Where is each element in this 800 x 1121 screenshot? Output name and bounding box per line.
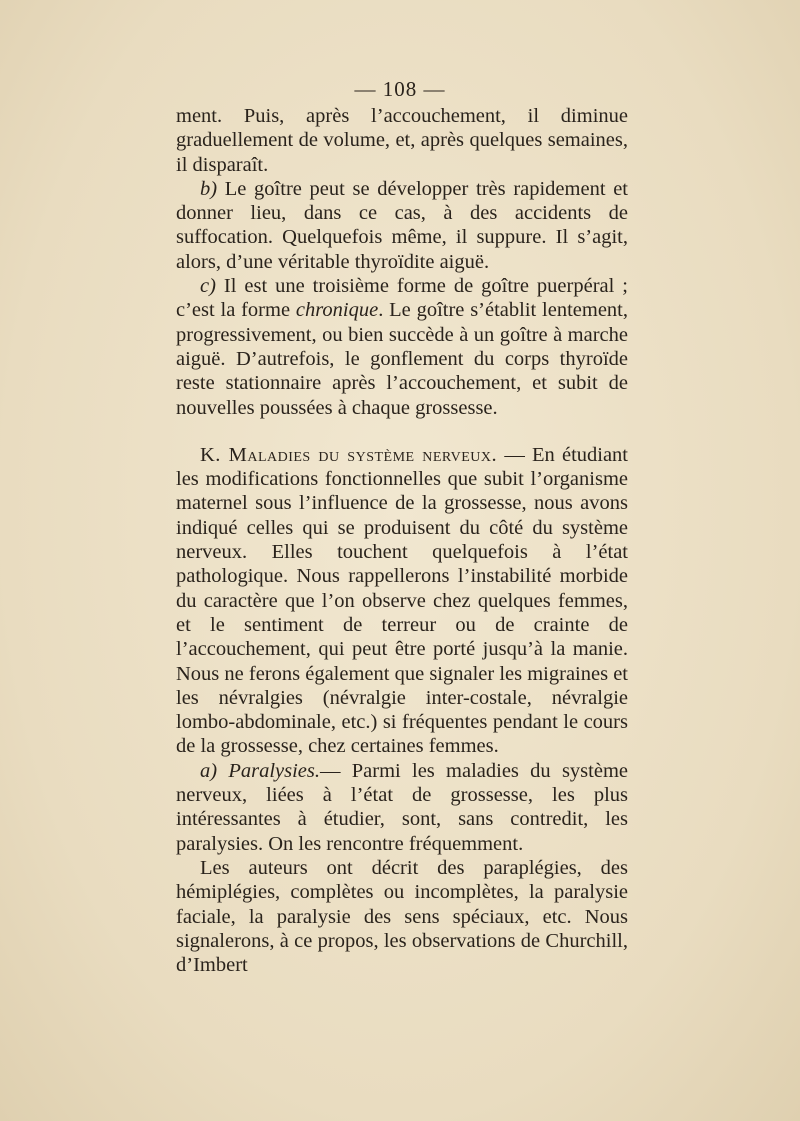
- section-k: [176, 443, 628, 759]
- section-k-text: — En étudiant les modifications fonctionnelles que subit l’organisme maternel sous l’influence de la grossesse, nous avons indiqué celles qui se produisent du côté du système nerveux. Elles touchent quelquefois à l’état pathologique. Nous rappellerons l’instabilité morbide du caractère que l’on observe chez quelques femmes, et le sentiment de terreur ou de crainte de l’accouchement, qui peut être porté jusqu’à la manie. Nous ne ferons également que signaler les migraines et les névralgies (névralgie inter-costale, névralgie lombo-abdominale, etc.) si fréquentes pendant le cours de la grossesse, chez certaines femmes.: [176, 443, 628, 758]
- paragraph-auteurs: [176, 856, 628, 977]
- paragraph-auteurs-text: Les auteurs ont décrit des paraplégies, des hémiplégies, complètes ou incomplètes, la paralysie faciale, la paralysie des sens spéciaux, etc. Nous signalerons, à ce propos, les observations de Churchill, d’Imbert: [176, 856, 628, 977]
- paragraph-c: [176, 274, 628, 420]
- page-number: — 108 —: [354, 77, 446, 101]
- paragraph-paralysies: [176, 759, 628, 856]
- paragraph-b: [176, 177, 628, 274]
- section-gap: [176, 420, 628, 443]
- paragraph-1: [176, 104, 628, 177]
- section-k-heading: K. Maladies du système nerveux.: [200, 443, 498, 466]
- paragraph-c-italic-word: chronique: [295, 299, 379, 322]
- paragraph-b-label: b): [200, 177, 218, 200]
- paragraph-1-text: ment. Puis, après l’accouchement, il diminue graduellement de volume, et, après quelques semaines, il disparaît.: [176, 105, 628, 176]
- paragraph-c-text-after: . Le goître s’établit lentement, progressivement, ou bien succède à un goître à marche aiguë. D’autrefois, le gonflement du corps thyroïde reste stationnaire après l’accouchement, et subit de nouvelles poussées à chaque grossesse.: [176, 299, 628, 419]
- paragraph-c-text-before: Il est une troisième forme de goître puerpéral ; c’est la forme: [176, 275, 628, 322]
- paragraph-paralysies-text: — Parmi les maladies du système nerveux, liées à l’état de grossesse, les plus intéressantes à étudier, sont, sans contredit, les paralysies. On les rencontre fréquemment.: [176, 759, 628, 855]
- body-text: [176, 104, 628, 977]
- paragraph-c-label: c): [200, 275, 216, 298]
- paralysies-heading: a) Paralysies.: [200, 759, 321, 782]
- paragraph-b-text: Le goître peut se développer très rapidement et donner lieu, dans ce cas, à des accidents de suffocation. Quelquefois même, il suppure. Il s’agit, alors, d’une véritable thyroïdite aiguë.: [176, 177, 628, 273]
